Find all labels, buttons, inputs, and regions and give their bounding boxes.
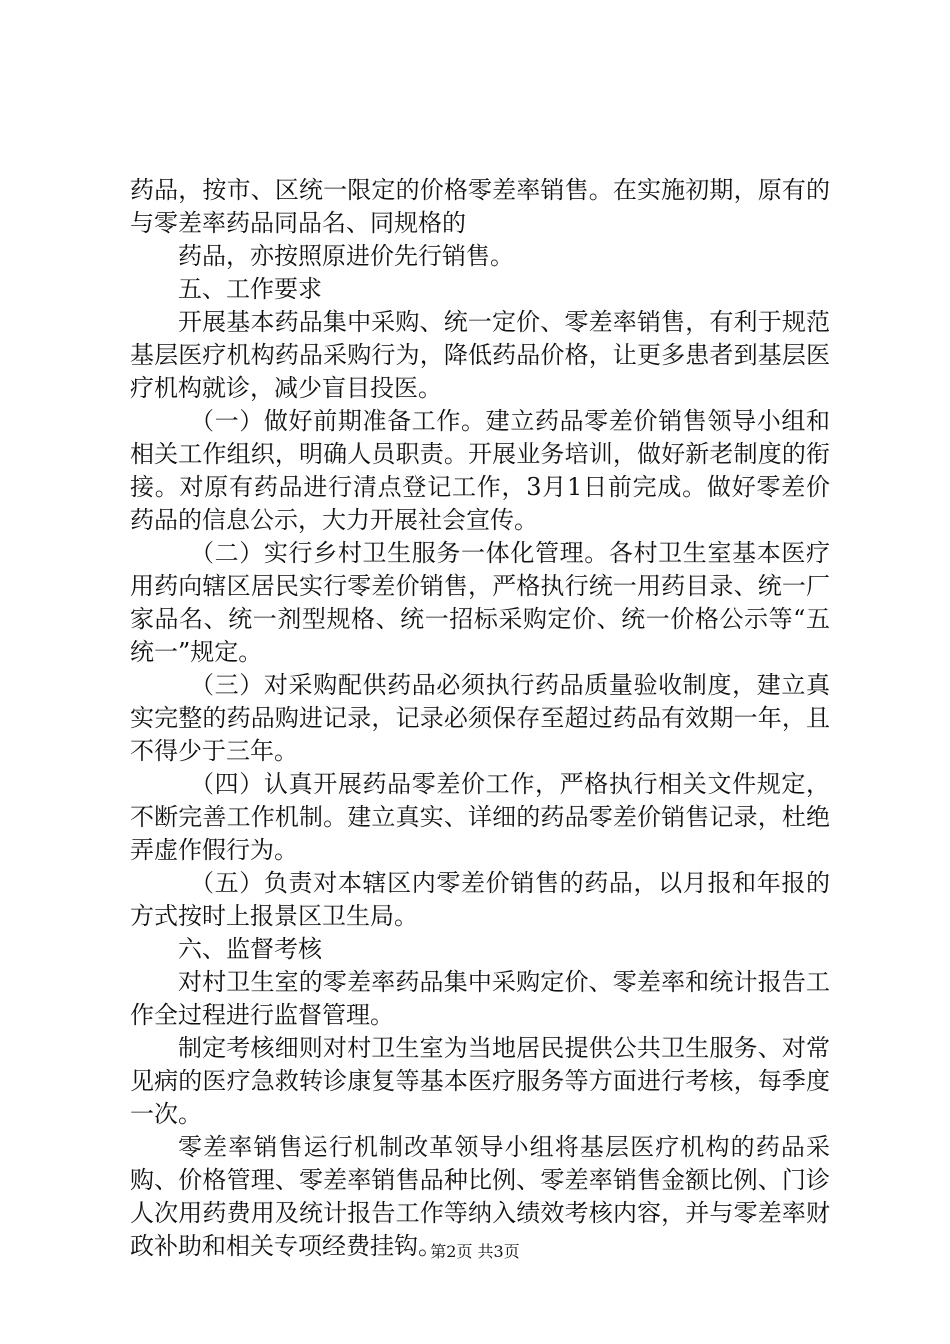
section-heading-5: 五、工作要求 (178, 275, 322, 303)
section-heading-6: 六、监督考核 (178, 935, 322, 963)
paragraph-4: 对村卫生室的零差率药品集中采购定价、零差率和统计报告工作全过程进行监督管理。 (130, 968, 830, 1029)
paragraph-item-4: （四）认真开展药品零差价工作，严格执行相关文件规定，不断完善工作机制。建立真实、详细的药品零差价销售记录，杜绝弄虚作假行为。 (130, 770, 830, 864)
paragraph-3: 开展基本药品集中采购、统一定价、零差率销售，有利于规范基层医疗机构药品采购行为，降低药品价格，让更多患者到基层医疗机构就诊，减少盲目投医。 (130, 308, 830, 402)
document-body (130, 174, 830, 1263)
paragraph-item-5: （五）负责对本辖区内零差价销售的药品，以月报和年报的方式按时上报景区卫生局。 (130, 869, 830, 930)
paragraph-item-1: （一）做好前期准备工作。建立药品零差价销售领导小组和相关工作组织，明确人员职责。开展业务培训，做好新老制度的衔接。对原有药品进行清点登记工作，3月1日前完成。做好零差价药品的信息公示，大力开展社会宣传。 (130, 407, 830, 534)
paragraph-1: 药品，按市、区统一限定的价格零差率销售。在实施初期，原有的与零差率药品同品名、同规格的 (130, 176, 830, 237)
paragraph-6: 零差率销售运行机制改革领导小组将基层医疗机构的药品采购、价格管理、零差率销售品种比例、零差率销售金额比例、门诊人次用药费用及统计报告工作等纳入绩效考核内容，并与零差率财政补助和相关专项经费挂钩。 (130, 1133, 830, 1260)
page-number-footer: 第2页 共3页 (430, 1242, 520, 1261)
paragraph-item-2: （二）实行乡村卫生服务一体化管理。各村卫生室基本医疗用药向辖区居民实行零差价销售，严格执行统一用药目录、统一厂家品名、统一剂型规格、统一招标采购定价、统一价格公示等“五统一”规定。 (130, 539, 830, 666)
paragraph-item-3: （三）对采购配供药品必须执行药品质量验收制度，建立真实完整的药品购进记录，记录必须保存至超过药品有效期一年，且不得少于三年。 (130, 671, 830, 765)
paragraph-5: 制定考核细则对村卫生室为当地居民提供公共卫生服务、对常见病的医疗急救转诊康复等基本医疗服务等方面进行考核，每季度一次。 (130, 1034, 830, 1128)
paragraph-2: 药品，亦按照原进价先行销售。 (178, 242, 514, 270)
